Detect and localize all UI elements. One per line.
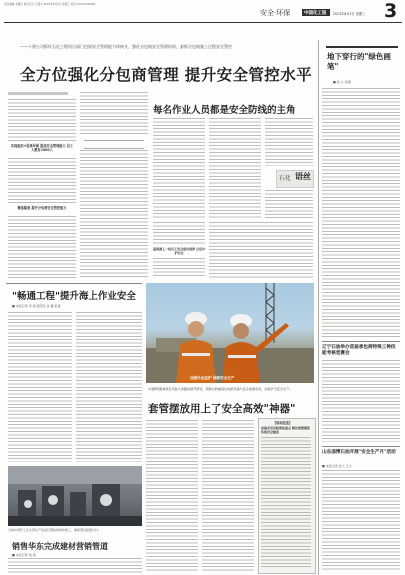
workers-subhead-1: 重视施工一线员工安全意识培养 自觉守护安全: [152, 247, 206, 255]
right-column-rule: [318, 40, 319, 575]
masthead-rule: [4, 22, 402, 23]
tool-sub-headline: 前端采用风险管控重点 解决套管摆放传统安全隐患: [261, 426, 311, 434]
workers-photo: [146, 283, 314, 383]
bottom-left-headline: 销售华东完成建材营销管道: [12, 542, 108, 551]
highway-body-2: [76, 312, 142, 462]
right-body-2: [322, 360, 400, 442]
left-subhead-1: 实现组织+思维导图 提高安全管理能力 员工人数有1000人: [10, 144, 74, 152]
workers-photo-illustration: [146, 283, 314, 383]
right-body-1: [322, 88, 400, 338]
paper-name: 中国化工报: [304, 10, 327, 16]
workers-body-2: [209, 118, 261, 218]
highway-byline: ■ 本报记者 李 颖 通讯员 张 鑫 报道: [12, 304, 61, 308]
factory-photo: [8, 466, 142, 526]
workers-body-5: [153, 222, 205, 246]
lead-body-col2b: [80, 150, 148, 278]
tool-body-2: [202, 420, 254, 572]
bottom-left-byline: ■ 本报记者 刘 朋: [12, 553, 36, 557]
right-brief-2-title: 山东淄博石油开展"安全生产月"活动: [322, 450, 396, 455]
right-body-3: [322, 470, 400, 572]
right-byline: ■ 钱 立 报道: [333, 80, 351, 84]
left-subhead-2: 聚焦隐患 提升分包商安全管控能力: [17, 206, 67, 210]
masthead: [0, 0, 405, 40]
masthead-left-info: 责任编辑 李鑫宇 版式设计 王燕兵 2023年8月2日 星期三 电话 010-63206587: [4, 3, 96, 6]
right-brief-1-title: 辽宁石油举办首届承包商特殊工种技能考核竞赛会: [322, 345, 396, 356]
page-number: 3: [384, 0, 398, 22]
right-brief-2-rule: [322, 446, 400, 447]
highway-headline: "畅通工程"提升海上作业安全: [12, 291, 136, 302]
lead-byline: [8, 92, 68, 95]
highway-body-1: [8, 312, 72, 462]
right-brief-2-byline: ■ 本报记者 张大 王大: [322, 464, 352, 468]
tool-body-1: [146, 420, 198, 572]
tool-kicker: 中建8局聚焦项目风险大的路段展开研究，研制出防触高压电源设备与安全监测系统，创新护卫安全生产。: [148, 387, 293, 391]
workers-body-6: [153, 258, 205, 278]
lead-body-col1a: [8, 99, 76, 142]
right-brief-1-rule: [322, 341, 400, 342]
factory-photo-illustration: [8, 466, 142, 526]
workers-body-1: [153, 118, 205, 218]
lead-body-col1c: [8, 216, 76, 278]
lead-kicker: ——十建公司抓好石化工程项目部门包保安全管理能力审核关，强化分包商安全管理培训，狠抓分包商施工过程安全管控: [20, 44, 232, 49]
factory-photo-caption: 当前中建科工正在用生产线进行钢结构焊接施工，确保项目按期交付。: [8, 528, 102, 532]
workers-headline: 每名作业人员都是安全防线的主角: [153, 105, 296, 116]
sidebar-tag-label-1: 石化: [279, 175, 292, 182]
right-headline: 地下穿行的"绿色画笔": [327, 52, 391, 71]
bottom-left-body: [8, 558, 142, 573]
lead-body-col1b: [8, 158, 76, 204]
lead-body-col2a: [80, 92, 148, 136]
tool-headline: 套管摆放用上了安全高效"神器": [148, 403, 296, 415]
section-banner: 安全·环保: [260, 9, 291, 17]
sidebar-tag-label-2: 语丝: [295, 172, 311, 181]
tool-box-label: 【现场巡查】: [273, 421, 293, 425]
lead-headline: 全方位强化分包商管理 提升安全管控水平: [20, 66, 312, 84]
workers-body-7: [209, 222, 313, 278]
workers-photo-caption: 加强作业监护 保障安全生产: [190, 376, 235, 380]
tool-box-body: [261, 437, 311, 569]
workers-body-4: [265, 190, 313, 218]
highway-rule: [6, 283, 142, 284]
date-banner: 2023年8月2日 星期三: [333, 11, 366, 16]
workers-body-3: [265, 118, 313, 166]
lead-col2-subhead: [84, 140, 144, 149]
